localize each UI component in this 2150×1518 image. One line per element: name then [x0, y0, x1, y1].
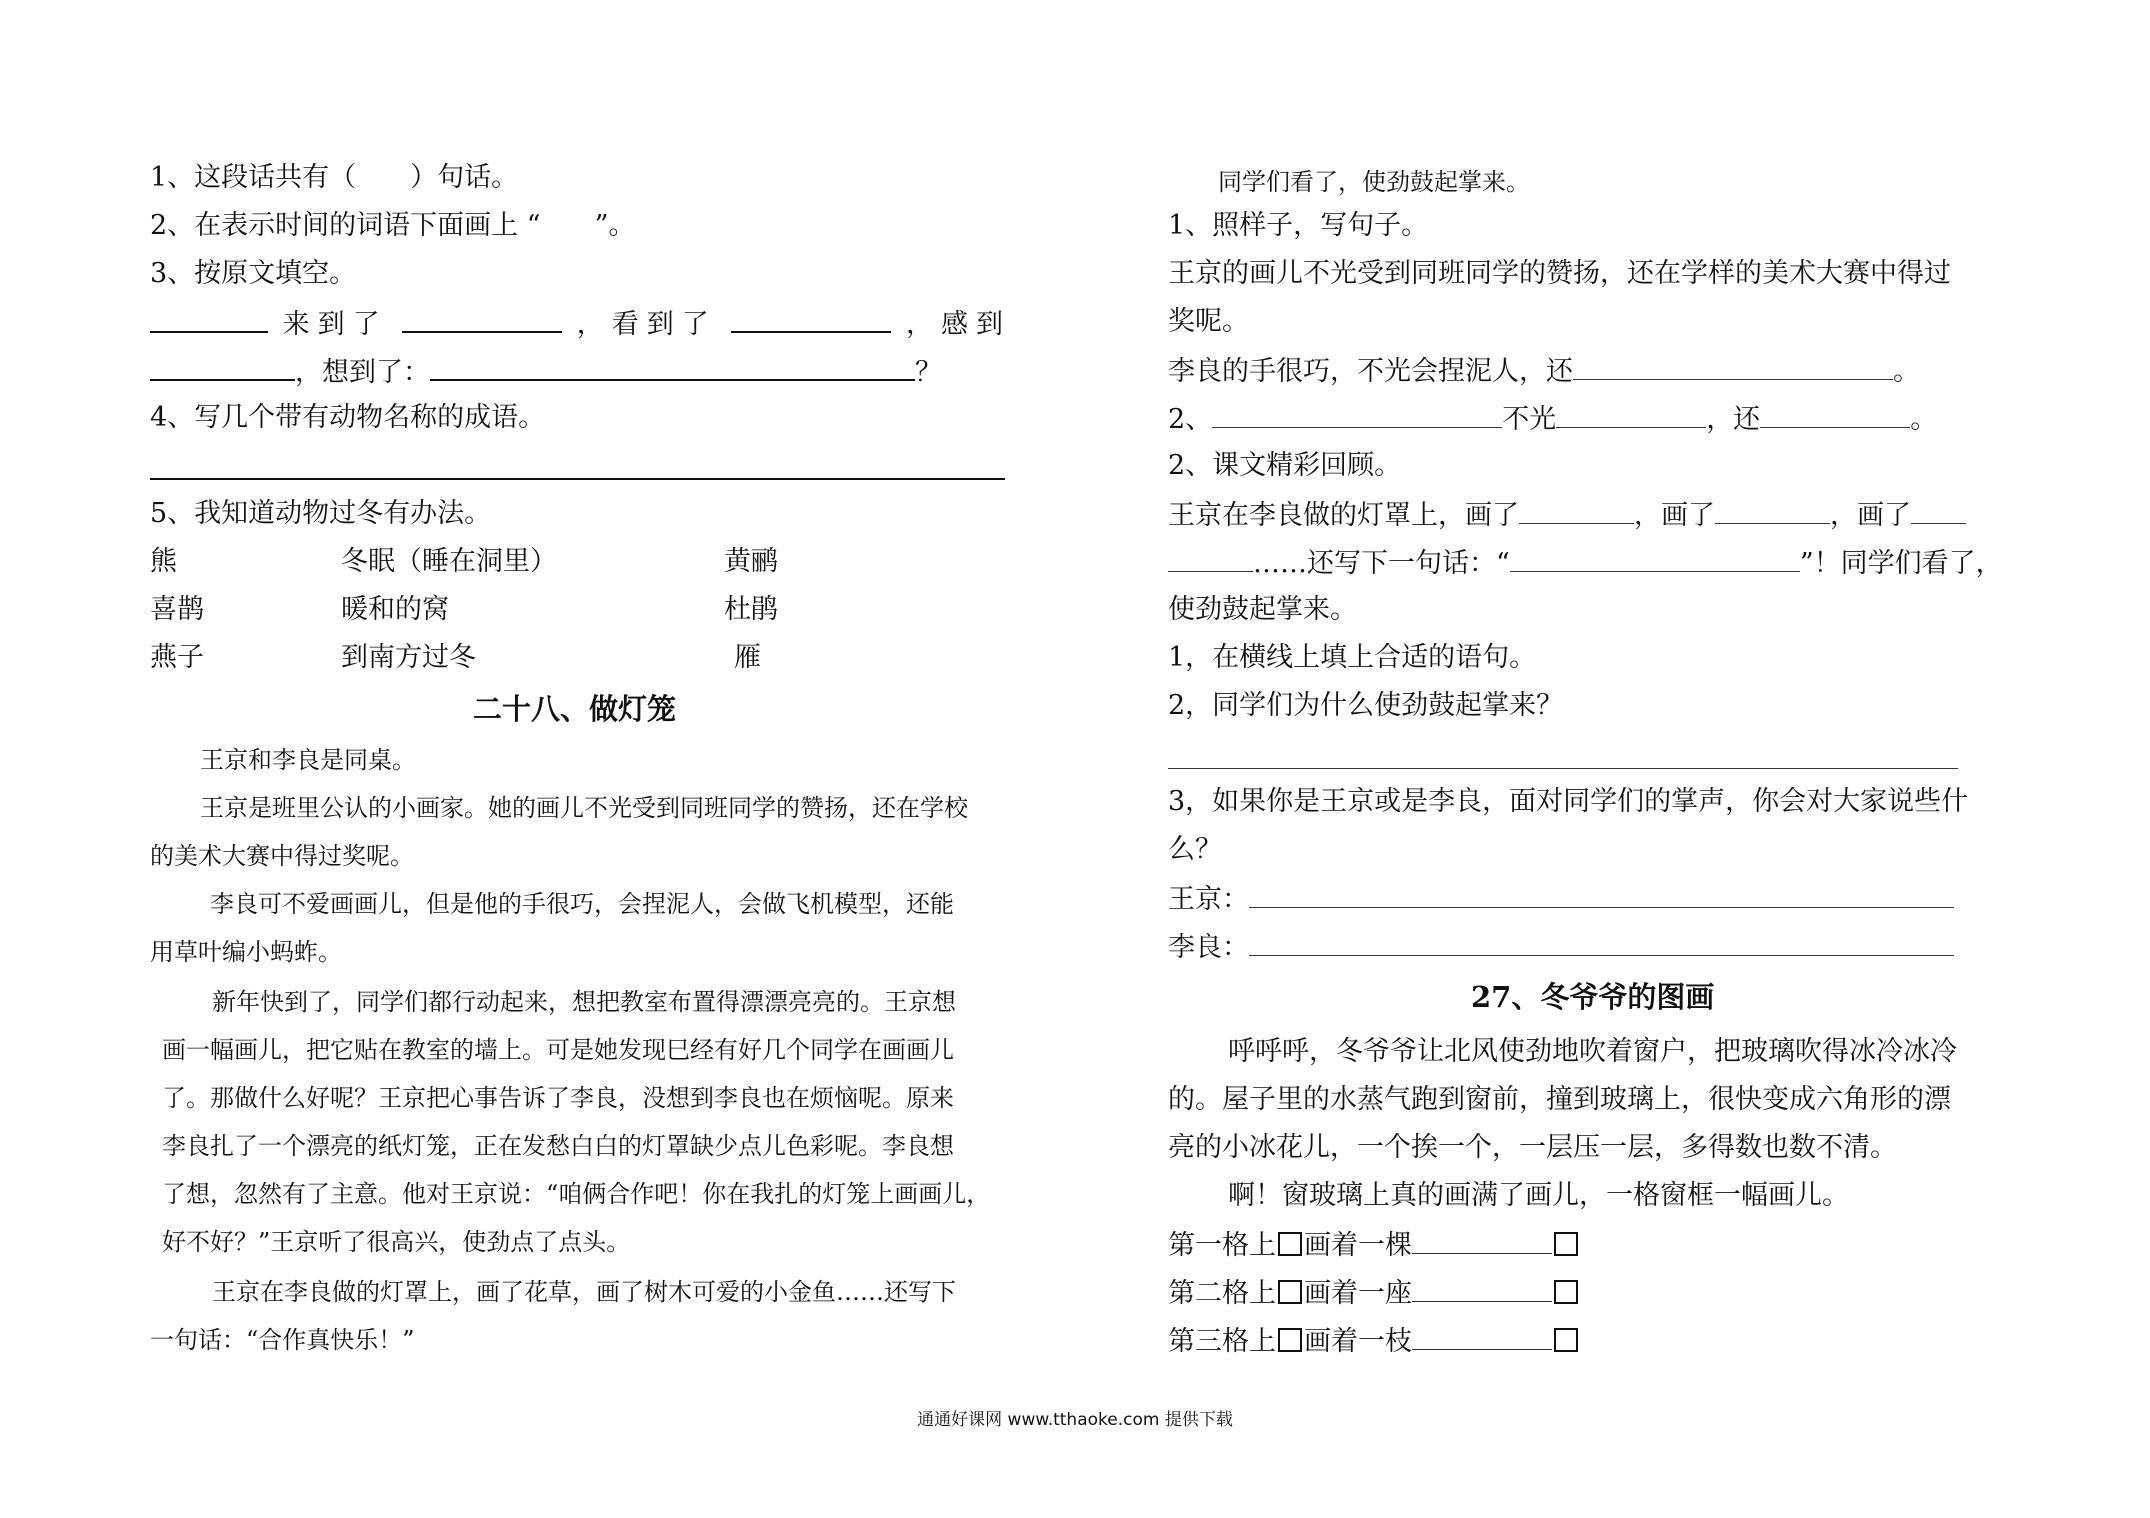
page-footer: 通通好课网 www.tthaoke.com 提供下载	[917, 1410, 1233, 1430]
question-item: 么？	[1168, 834, 1222, 865]
passage-line: 王京的画儿不光受到同班同学的赞扬，还在学样的美术大赛中得过	[1168, 258, 1951, 289]
fill-text: 来到了	[282, 309, 388, 340]
animal-name: 黄鹂	[724, 546, 778, 577]
story-paragraph: 李良可不爱画画儿，但是他的手很巧，会捏泥人，会做飞机模型，还能	[210, 890, 954, 918]
question-3: 3、按原文填空。	[150, 258, 357, 289]
answer-blank[interactable]	[1911, 497, 1966, 524]
answer-box[interactable]	[1278, 1280, 1302, 1304]
question-item: 1，在横线上填上合适的语句。	[1168, 642, 1537, 673]
lesson-title-27: 27、冬爷爷的图画	[1471, 980, 1715, 1014]
answer-line[interactable]	[1168, 768, 1958, 769]
answer-box[interactable]	[1554, 1280, 1578, 1304]
fill-text: ，感到	[905, 309, 1011, 340]
window-grid-line	[1168, 1275, 1580, 1311]
story-paragraph: 新年快到了，同学们都行动起来，想把教室布置得漂漂亮亮的。王京想	[212, 988, 956, 1016]
answer-blank[interactable]	[1212, 401, 1502, 428]
sentence-exercise	[1168, 353, 1920, 389]
fill-text: 第二格上	[1168, 1278, 1276, 1309]
animal-name: 燕子	[150, 642, 204, 673]
fill-text: ”！同学们看了，	[1799, 548, 2003, 579]
fill-text: 画着一棵	[1304, 1230, 1412, 1261]
question-2: 2、在表示时间的词语下面画上 “ ”。	[150, 210, 636, 241]
story-paragraph: 画一幅画儿，把它贴在教室的墙上。可是她发现巳经有好几个同学在画画儿	[162, 1036, 954, 1064]
fill-text: 2、	[1168, 404, 1213, 435]
answer-box[interactable]	[1278, 1328, 1302, 1352]
answer-box[interactable]	[1554, 1328, 1578, 1352]
story-paragraph: 王京和李良是同桌。	[200, 746, 416, 774]
fill-text: ，画了	[1634, 500, 1715, 531]
story-paragraph: 啊！窗玻璃上真的画满了画儿，一格窗框一幅画儿。	[1228, 1180, 1849, 1211]
winter-method: 到南方过冬	[341, 642, 476, 673]
fill-text: 第三格上	[1168, 1326, 1276, 1357]
fill-text: 。	[1910, 404, 1938, 435]
passage-line: 奖呢。	[1168, 306, 1249, 337]
window-grid-line	[1168, 1323, 1580, 1359]
question-heading: 1、照样子，写句子。	[1168, 210, 1429, 241]
answer-blank[interactable]	[731, 305, 891, 333]
story-paragraph: 李良扎了一个漂亮的纸灯笼，正在发愁白白的灯罩缺少点儿色彩呢。李良想	[162, 1132, 954, 1160]
answer-blank[interactable]	[1412, 1323, 1552, 1350]
recall-exercise	[1168, 497, 2023, 533]
question-item: 3，如果你是王京或是李良，面对同学们的掌声，你会对大家说些什	[1168, 786, 1969, 817]
fill-text: ？	[915, 357, 942, 388]
recall-exercise	[1168, 545, 2003, 581]
lesson-title-28: 二十八、做灯笼	[473, 692, 677, 726]
answer-box[interactable]	[1554, 1232, 1578, 1256]
fill-line-1	[150, 305, 1011, 342]
passage-line: 使劲鼓起掌来。	[1168, 594, 1357, 625]
fill-text: 王京在李良做的灯罩上，画了	[1168, 500, 1519, 531]
answer-blank[interactable]	[1556, 401, 1706, 428]
story-paragraph: 一句话：“合作真快乐！”	[150, 1326, 415, 1354]
fill-text: ，还	[1706, 404, 1761, 435]
answer-blank[interactable]	[1412, 1227, 1552, 1254]
answer-liliang	[1168, 929, 1954, 965]
question-item: 2，同学们为什么使劲鼓起掌来？	[1168, 690, 1564, 721]
passage-line: 同学们看了，使劲鼓起掌来。	[1218, 168, 1530, 196]
story-paragraph: 了。那做什么好呢？王京把心事告诉了李良，没想到李良也在烦恼呢。原来	[162, 1084, 954, 1112]
answer-blank[interactable]	[1249, 881, 1954, 908]
fill-text: 不光	[1502, 404, 1557, 435]
answer-blank[interactable]	[150, 305, 268, 333]
story-paragraph: 好不好？”王京听了很高兴，使劲点了点头。	[162, 1228, 631, 1256]
story-paragraph: 的美术大赛中得过奖呢。	[150, 842, 414, 870]
answer-box[interactable]	[1278, 1232, 1302, 1256]
fill-text: ，画了	[1830, 500, 1911, 531]
fill-text: ，看到了	[576, 309, 717, 340]
animal-name: 熊	[150, 546, 177, 577]
animal-name: 喜鹊	[150, 594, 204, 625]
answer-blank[interactable]	[430, 353, 915, 381]
speaker-label: 李良：	[1168, 932, 1249, 963]
fill-text: ……还写下一句话：“	[1253, 548, 1510, 579]
answer-blank[interactable]	[150, 353, 295, 381]
answer-blank[interactable]	[1249, 929, 1954, 956]
fill-text: 画着一座	[1304, 1278, 1412, 1309]
fill-text: ，想到了：	[295, 357, 430, 388]
question-4: 4、写几个带有动物名称的成语。	[150, 402, 546, 433]
speaker-label: 王京：	[1168, 884, 1249, 915]
answer-blank[interactable]	[1573, 353, 1893, 380]
question-1: 1、这段话共有（ ）句话。	[150, 162, 519, 193]
story-paragraph: 呼呼呼，冬爷爷让北风使劲地吹着窗户，把玻璃吹得冰冷冰冷	[1228, 1036, 1957, 1067]
answer-blank[interactable]	[1510, 545, 1800, 572]
animal-name: 杜鹃	[724, 594, 778, 625]
answer-line[interactable]	[150, 478, 1005, 480]
story-paragraph: 的。屋子里的水蒸气跑到窗前，撞到玻璃上，很快变成六角形的漂	[1168, 1084, 1951, 1115]
story-paragraph: 用草叶编小蚂蚱。	[150, 938, 342, 966]
story-paragraph: 王京是班里公认的小画家。她的画儿不光受到同班同学的赞扬，还在学校	[200, 794, 968, 822]
sentence-exercise	[1168, 401, 1937, 437]
story-paragraph: 了想，忽然有了主意。他对王京说：“咱俩合作吧！你在我扎的灯笼上画画儿，	[162, 1180, 991, 1208]
answer-blank[interactable]	[402, 305, 562, 333]
animal-name: 雁	[734, 642, 761, 673]
story-paragraph: 王京在李良做的灯罩上，画了花草，画了树木可爱的小金鱼……还写下	[212, 1278, 956, 1306]
story-paragraph: 亮的小冰花儿，一个挨一个，一层压一层，多得数也数不清。	[1168, 1132, 1897, 1163]
answer-blank[interactable]	[1168, 545, 1253, 572]
answer-wangjing	[1168, 881, 1954, 917]
fill-line-2	[150, 353, 942, 390]
winter-method: 暖和的窝	[341, 594, 449, 625]
fill-text: 画着一枝	[1304, 1326, 1412, 1357]
answer-blank[interactable]	[1519, 497, 1634, 524]
question-heading: 2、课文精彩回顾。	[1168, 450, 1402, 481]
fill-text: 。	[1893, 356, 1920, 387]
winter-method: 冬眠（睡在洞里）	[341, 546, 557, 577]
question-5: 5、我知道动物过冬有办法。	[150, 498, 492, 529]
answer-blank[interactable]	[1412, 1275, 1552, 1302]
answer-blank[interactable]	[1760, 401, 1910, 428]
fill-text: 第一格上	[1168, 1230, 1276, 1261]
answer-blank[interactable]	[1715, 497, 1830, 524]
window-grid-line	[1168, 1227, 1580, 1263]
fill-text: 李良的手很巧，不光会捏泥人，还	[1168, 356, 1573, 387]
